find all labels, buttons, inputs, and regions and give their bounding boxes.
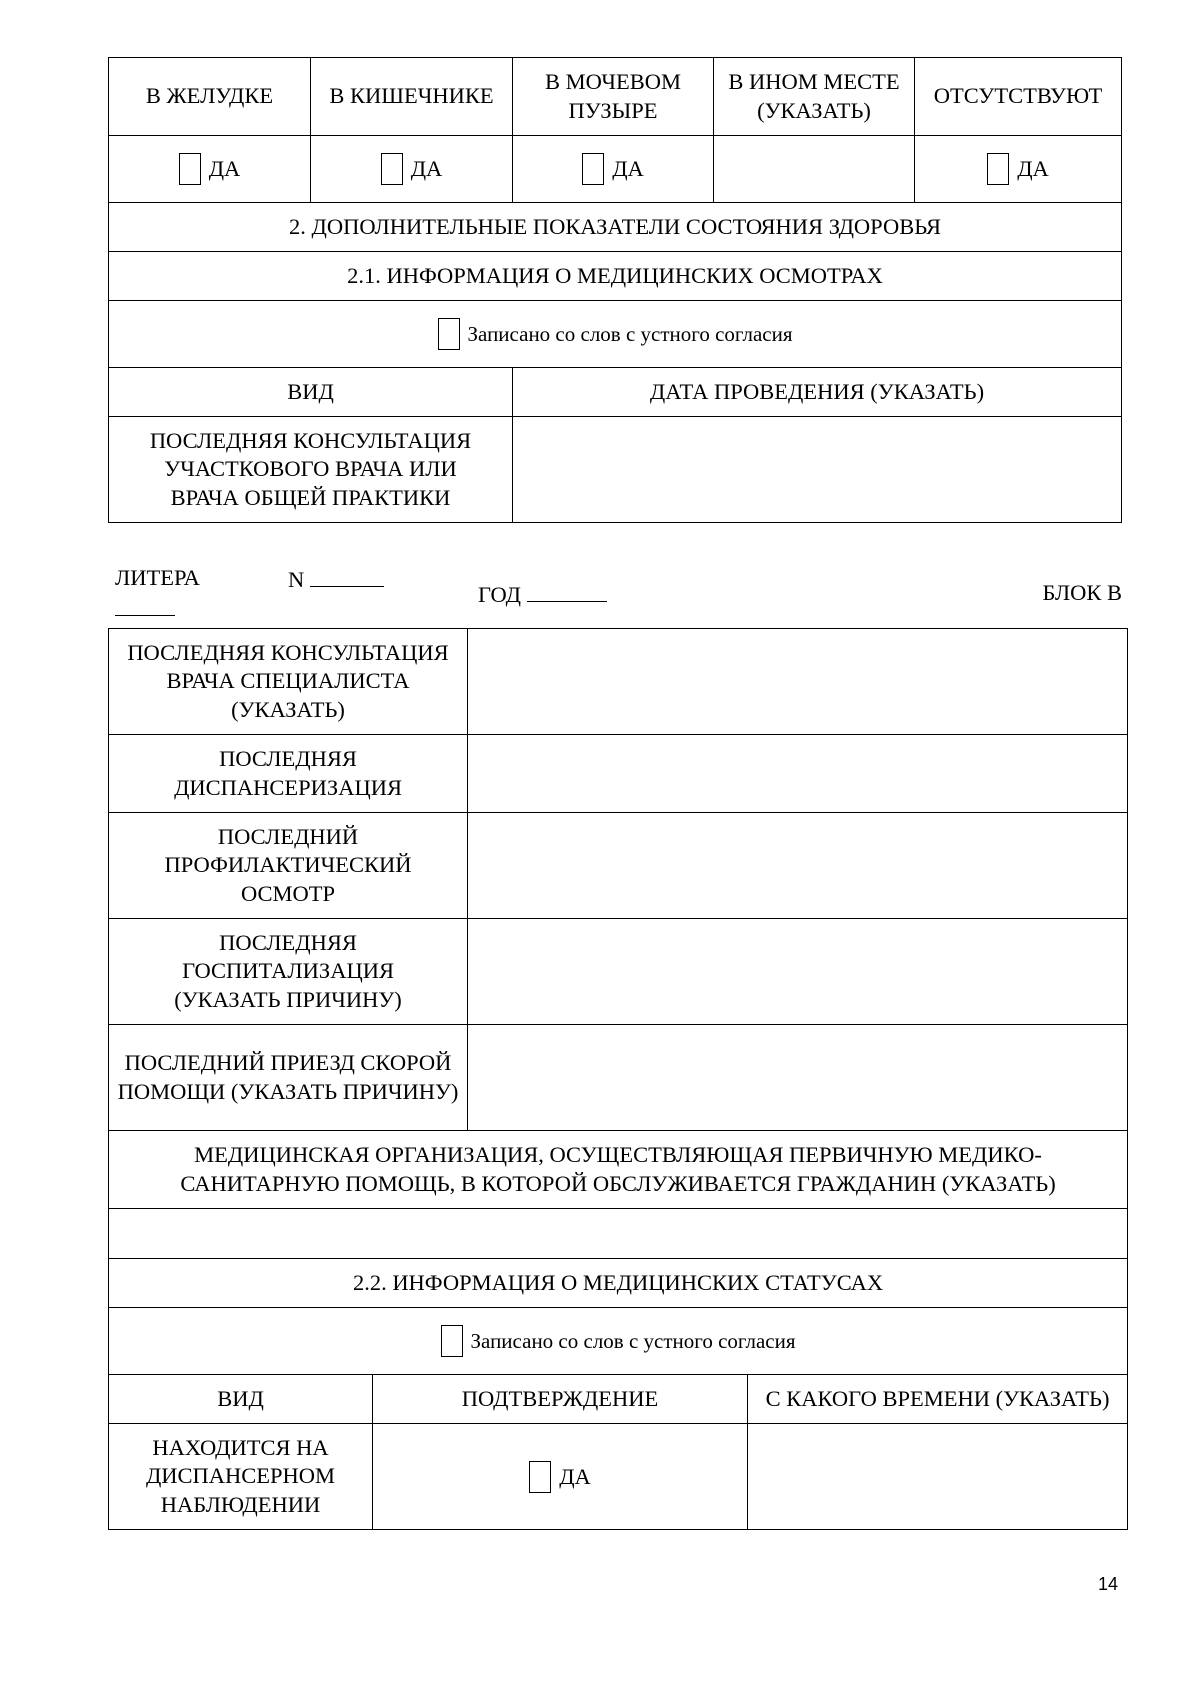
row-specialist-consult-label: ПОСЛЕДНЯЯ КОНСУЛЬТАЦИЯ ВРАЧА СПЕЦИАЛИСТА (УКАЗАТЬ) bbox=[109, 629, 468, 735]
status-col-since-header: С КАКОГО ВРЕМЕНИ (УКАЗАТЬ) bbox=[748, 1375, 1128, 1424]
intestine-checkbox[interactable] bbox=[381, 153, 403, 185]
hospitalization-field[interactable] bbox=[468, 919, 1128, 1025]
row-hospitalization-label: ПОСЛЕДНЯЯ ГОСПИТАЛИЗАЦИЯ (УКАЗАТЬ ПРИЧИНУ) bbox=[109, 919, 468, 1025]
absent-yes-label: ДА bbox=[1017, 155, 1049, 181]
row-preventive-exam-label: ПОСЛЕДНИЙ ПРОФИЛАКТИЧЕСКИЙ ОСМОТР bbox=[109, 813, 468, 919]
stomach-yes-label: ДА bbox=[208, 155, 241, 181]
consent-row-2-2 bbox=[109, 1308, 1128, 1375]
number-blank[interactable] bbox=[310, 564, 384, 587]
number-label bbox=[288, 564, 384, 593]
year-text: ГОД bbox=[478, 582, 521, 607]
row-gp-consult-label: ПОСЛЕДНЯЯ КОНСУЛЬТАЦИЯ УЧАСТКОВОГО ВРАЧА ИЛИ ВРАЧА ОБЩЕЙ ПРАКТИКИ bbox=[109, 417, 513, 523]
preventive-exam-field[interactable] bbox=[468, 813, 1128, 919]
block-text: БЛОК В bbox=[1042, 580, 1122, 605]
row-dispensary-label: НАХОДИТСЯ НА ДИСПАНСЕРНОМ НАБЛЮДЕНИИ bbox=[109, 1424, 373, 1530]
page-number: 14 bbox=[1097, 1574, 1118, 1594]
number-text: N bbox=[288, 567, 305, 592]
consent-checkbox-2-2[interactable] bbox=[441, 1325, 463, 1357]
dispensary-since-field[interactable] bbox=[748, 1424, 1128, 1530]
stomach-cell bbox=[109, 136, 311, 203]
gp-consult-date-field[interactable] bbox=[513, 417, 1122, 523]
row-dispensarization-label: ПОСЛЕДНЯЯ ДИСПАНСЕРИЗАЦИЯ bbox=[109, 735, 468, 813]
status-col-confirm-header: ПОДТВЕРЖДЕНИЕ bbox=[373, 1375, 748, 1424]
litera-text: ЛИТЕРА bbox=[115, 565, 200, 590]
header-bladder: В МОЧЕВОМ ПУЗЫРЕ bbox=[513, 58, 714, 136]
consent-label-2-1: Записано со слов с устного согласия bbox=[467, 321, 793, 346]
absent-cell bbox=[915, 136, 1122, 203]
col-type-header: ВИД bbox=[109, 368, 513, 417]
dispensarization-field[interactable] bbox=[468, 735, 1128, 813]
block-label bbox=[1042, 579, 1122, 606]
litera-label bbox=[115, 564, 200, 591]
other-place-field[interactable] bbox=[714, 136, 915, 203]
consent-checkbox-2-1[interactable] bbox=[438, 318, 460, 350]
dispensary-confirm-cell bbox=[373, 1424, 748, 1530]
dispensary-checkbox[interactable] bbox=[529, 1461, 551, 1493]
ambulance-field[interactable] bbox=[468, 1025, 1128, 1131]
absent-checkbox[interactable] bbox=[987, 153, 1009, 185]
header-stomach: В ЖЕЛУДКЕ bbox=[109, 58, 311, 136]
location-answer-row bbox=[109, 136, 1122, 203]
status-col-type-header: ВИД bbox=[109, 1375, 373, 1424]
health-table-1 bbox=[108, 57, 1122, 523]
year-blank[interactable] bbox=[527, 579, 607, 602]
bladder-yes-label: ДА bbox=[612, 155, 644, 181]
stomach-checkbox[interactable] bbox=[179, 153, 201, 185]
year-label bbox=[478, 579, 607, 608]
header-other-place: В ИНОМ МЕСТЕ (УКАЗАТЬ) bbox=[714, 58, 915, 136]
section-2-1-title: 2.1. ИНФОРМАЦИЯ О МЕДИЦИНСКИХ ОСМОТРАХ bbox=[109, 252, 1122, 301]
header-intestine: В КИШЕЧНИКЕ bbox=[311, 58, 513, 136]
dispensary-yes-label: ДА bbox=[559, 1463, 591, 1489]
litera-blank[interactable] bbox=[115, 592, 175, 616]
bladder-checkbox[interactable] bbox=[582, 153, 604, 185]
med-org-label: МЕДИЦИНСКАЯ ОРГАНИЗАЦИЯ, ОСУЩЕСТВЛЯЮЩАЯ ПЕРВИЧНУЮ МЕДИКО-САНИТАРНУЮ ПОМОЩЬ, В КОТОРОЙ ОБСЛУЖИВАЕТСЯ ГРАЖДАНИН (УКАЗАТЬ) bbox=[109, 1131, 1128, 1209]
consent-row-2-1 bbox=[109, 301, 1122, 368]
intestine-yes-label: ДА bbox=[410, 155, 443, 181]
bladder-cell bbox=[513, 136, 714, 203]
intestine-cell bbox=[311, 136, 513, 203]
specialist-consult-field[interactable] bbox=[468, 629, 1128, 735]
consent-label-2-2: Записано со слов с устного согласия bbox=[470, 1328, 796, 1353]
header-absent: ОТСУТСТВУЮТ bbox=[915, 58, 1122, 136]
row-ambulance-label: ПОСЛЕДНИЙ ПРИЕЗД СКОРОЙ ПОМОЩИ (УКАЗАТЬ ПРИЧИНУ) bbox=[109, 1025, 468, 1131]
health-table-2 bbox=[108, 628, 1128, 1530]
section-2-title: 2. ДОПОЛНИТЕЛЬНЫЕ ПОКАЗАТЕЛИ СОСТОЯНИЯ ЗДОРОВЬЯ bbox=[109, 203, 1122, 252]
col-date-header: ДАТА ПРОВЕДЕНИЯ (УКАЗАТЬ) bbox=[513, 368, 1122, 417]
section-2-2-title: 2.2. ИНФОРМАЦИЯ О МЕДИЦИНСКИХ СТАТУСАХ bbox=[109, 1259, 1128, 1308]
location-header-row bbox=[109, 58, 1122, 136]
med-org-field[interactable] bbox=[109, 1209, 1128, 1259]
